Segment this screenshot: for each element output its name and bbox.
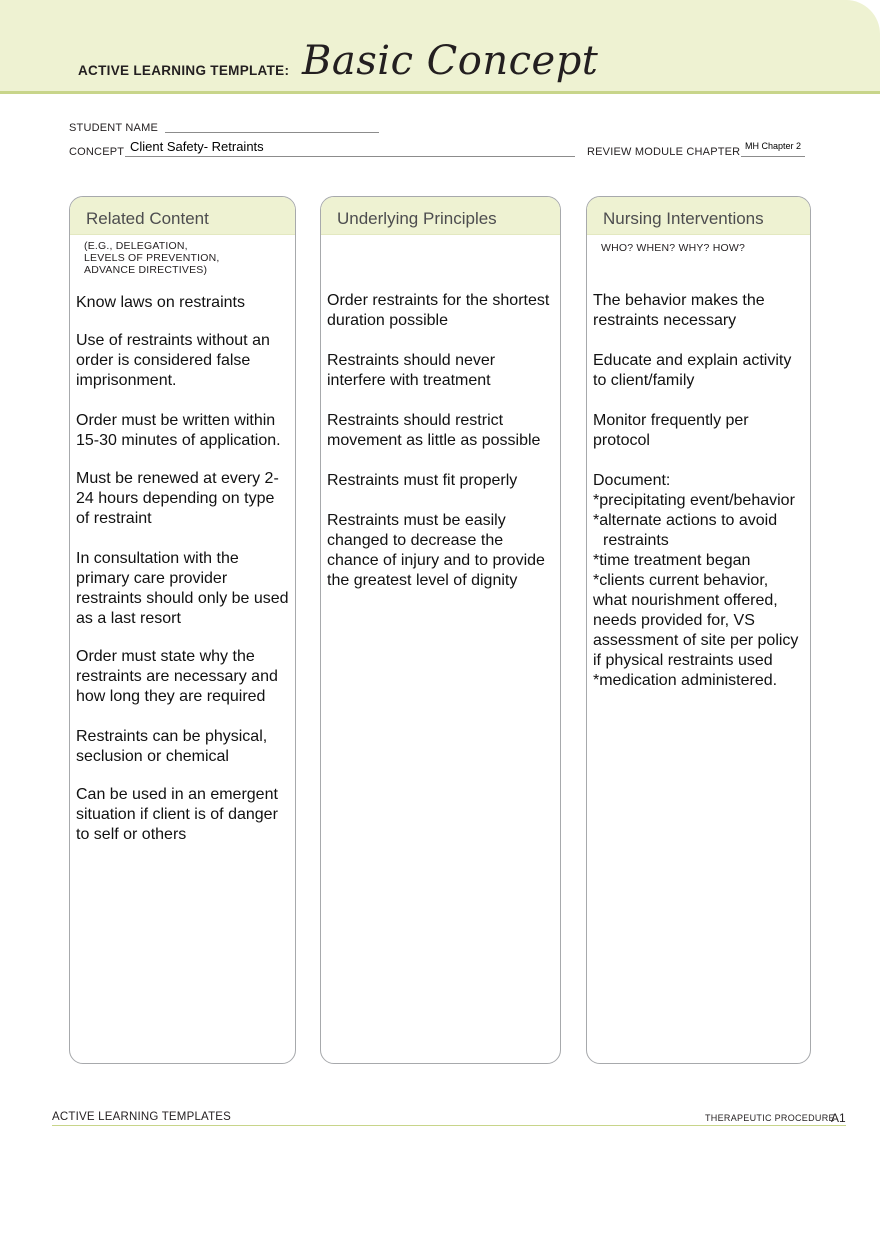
content-paragraph: *alternate actions to avoid [593,512,778,529]
related-content-panel [69,196,296,1064]
related-content-body[interactable] [76,293,289,845]
nursing-interventions-title: Nursing Interventions [587,197,810,235]
content-paragraph: Document: [593,472,671,489]
subtitle-line: (E.G., DELEGATION, [84,240,188,252]
content-paragraph: Order restraints for the shortest duration possible [327,292,550,329]
content-paragraph: Monitor frequently per protocol [593,412,749,449]
subtitle-line: LEVELS OF PREVENTION, [84,252,220,264]
content-paragraph: In consultation with the primary care provider restraints should only be used as a last resort [76,550,289,627]
page-title: Basic Concept [302,38,599,84]
nursing-interventions-body[interactable] [593,291,804,691]
content-paragraph: restraints [603,532,669,549]
related-content-subtitle [84,240,220,276]
content-paragraph: Must be renewed at every 2- 24 hours depending on type of restraint [76,470,279,527]
content-paragraph: Order must state why the restraints are necessary and how long they are required [76,648,278,705]
content-paragraph: Educate and explain activity to client/family [593,352,792,389]
student-name-line [165,132,379,133]
footer-divider [52,1125,846,1126]
underlying-principles-title: Underlying Principles [321,197,560,235]
content-paragraph: *medication administered. [593,672,778,689]
footer-right-label: THERAPEUTIC PROCEDURE [705,1113,835,1123]
content-paragraph: Restraints must fit properly [327,472,518,489]
nursing-interventions-panel [586,196,811,1064]
content-paragraph: Restraints should never interfere with treatment [327,352,496,389]
content-paragraph: Order must be written within 15-30 minutes of application. [76,412,281,449]
content-paragraph: Restraints can be physical, seclusion or chemical [76,728,268,765]
nursing-interventions-subtitle: WHO? WHEN? WHY? HOW? [601,242,746,254]
review-chapter-field[interactable]: MH Chapter 2 [745,141,802,151]
concept-label: CONCEPT [69,146,125,158]
subtitle-line: ADVANCE DIRECTIVES) [84,264,208,276]
student-name-label: STUDENT NAME [69,122,158,134]
review-chapter-label: REVIEW MODULE CHAPTER [587,146,741,158]
underlying-principles-body[interactable] [327,291,554,591]
concept-line [125,156,575,157]
content-paragraph: Restraints should restrict movement as little as possible [327,412,541,449]
content-paragraph: Know laws on restraints [76,294,245,311]
content-paragraph: Use of restraints without an order is considered false imprisonment. [76,332,270,389]
content-paragraph: *time treatment began [593,552,751,569]
template-label: ACTIVE LEARNING TEMPLATE: [78,63,290,78]
content-paragraph: The behavior makes the restraints necessary [593,292,765,329]
review-chapter-line [741,156,805,157]
content-paragraph: Can be used in an emergent situation if client is of danger to self or others [76,786,278,843]
related-content-title: Related Content [70,197,295,235]
content-paragraph: Restraints must be easily changed to decrease the chance of injury and to provide the greatest level of dignity [327,512,545,589]
concept-field[interactable]: Client Safety- Retraints [130,139,264,154]
underlying-principles-panel [320,196,561,1064]
content-paragraph: *clients current behavior, what nourishment offered, needs provided for, VS assessment of site per policy if physical restraints used [593,572,799,669]
page-number: A1 [831,1111,846,1125]
content-paragraph: *precipitating event/behavior [593,492,795,509]
footer-left-label: ACTIVE LEARNING TEMPLATES [52,1111,232,1123]
